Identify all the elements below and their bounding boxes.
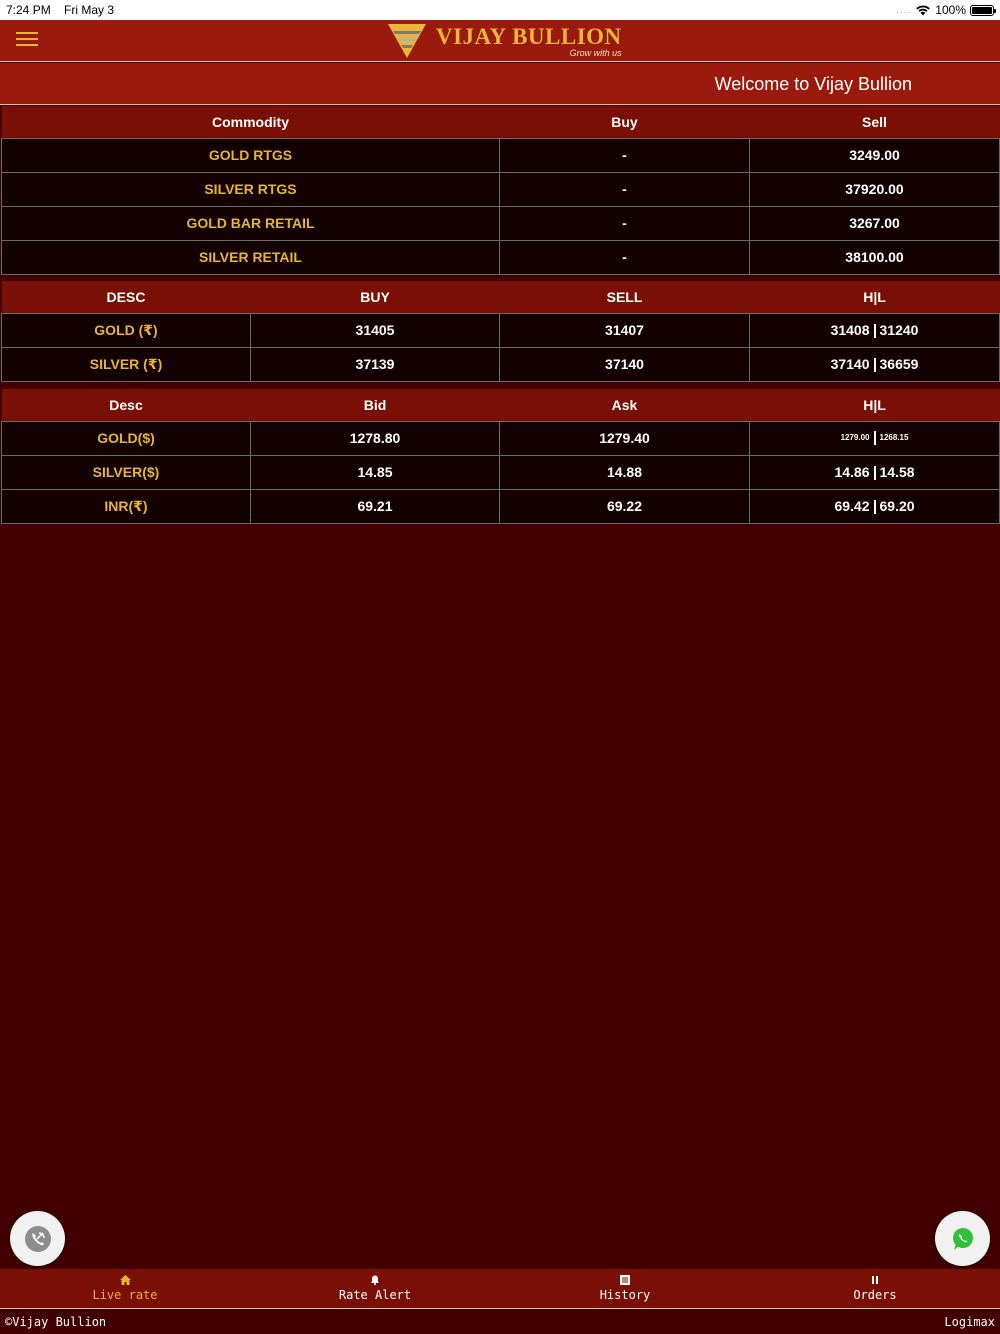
logo-name: VIJAY BULLION <box>436 23 622 49</box>
high-value: 69.42 <box>834 497 870 514</box>
ask-value: 1279.40 <box>500 421 750 455</box>
buy-value: - <box>500 138 750 172</box>
battery-icon <box>970 5 994 16</box>
table-row <box>2 489 1000 523</box>
buy-value: 31405 <box>251 313 500 347</box>
commodity-name: GOLD BAR RETAIL <box>2 206 500 240</box>
footer-credit: Logimax <box>944 1314 995 1329</box>
tab-label: Orders <box>853 1288 897 1302</box>
table-row <box>2 206 1000 240</box>
bid-value: 1278.80 <box>251 421 500 455</box>
low-value: 69.20 <box>879 497 915 514</box>
high-low <box>750 421 1000 455</box>
footer <box>0 1308 1000 1334</box>
column-header: Desc <box>2 389 251 421</box>
high-value: 37140 <box>830 355 870 372</box>
high-low <box>750 313 1000 347</box>
table-header-row <box>2 106 1000 138</box>
tab-label: Rate Alert <box>338 1288 412 1302</box>
logo-tagline: Grow with us <box>569 47 622 58</box>
sell-value: 3267.00 <box>750 206 1000 240</box>
list-icon <box>620 1275 630 1285</box>
table-row <box>2 240 1000 274</box>
commodity-name: SILVER RTGS <box>2 172 500 206</box>
welcome-text: Welcome to Vijay Bullion <box>714 74 912 94</box>
column-header: H|L <box>750 281 1000 313</box>
international-rate-table <box>1 389 1000 524</box>
table-header-row <box>2 281 1000 313</box>
battery-percent: 100% <box>935 3 966 17</box>
column-header: DESC <box>2 281 251 313</box>
tab-orders[interactable] <box>750 1269 1000 1308</box>
desc-name: GOLD($) <box>2 421 251 455</box>
commodity-table <box>1 106 1000 275</box>
tab-live-rate[interactable] <box>0 1269 250 1308</box>
high-value: 14.86 <box>834 463 870 480</box>
logo <box>386 20 622 62</box>
table-row <box>2 455 1000 489</box>
bell-icon <box>370 1275 380 1285</box>
inr-rate-table <box>1 281 1000 382</box>
table-row <box>2 421 1000 455</box>
status-bar <box>0 0 1000 20</box>
sell-value: 38100.00 <box>750 240 1000 274</box>
table-header-row <box>2 389 1000 421</box>
status-left <box>6 3 124 17</box>
desc-name: SILVER (₹) <box>2 347 251 381</box>
low-value: 36659 <box>879 355 919 372</box>
low-value: 1268.15 <box>879 433 909 443</box>
table-row <box>2 347 1000 381</box>
ask-value: 14.88 <box>500 455 750 489</box>
bid-value: 14.85 <box>251 455 500 489</box>
column-header: BUY <box>251 281 500 313</box>
hamburger-line <box>16 44 38 46</box>
logo-text <box>436 25 622 58</box>
high-low <box>750 347 1000 381</box>
ask-value: 69.22 <box>500 489 750 523</box>
status-date: Fri May 3 <box>64 3 115 17</box>
footer-copyright: ©Vijay Bullion <box>5 1314 107 1329</box>
sell-value: 37920.00 <box>750 172 1000 206</box>
bid-value: 69.21 <box>251 489 500 523</box>
high-value: 1279.00 <box>840 433 870 443</box>
bottom-tab-bar <box>0 1269 1000 1308</box>
sell-value: 37140 <box>500 347 750 381</box>
column-header: Ask <box>500 389 750 421</box>
tab-history[interactable] <box>500 1269 750 1308</box>
app-header <box>0 20 1000 62</box>
buy-value: - <box>500 172 750 206</box>
signal-icon: .... <box>896 4 912 16</box>
hamburger-menu-icon <box>16 32 38 34</box>
buy-value: - <box>500 240 750 274</box>
high-low <box>750 489 1000 523</box>
home-icon <box>120 1275 131 1285</box>
status-right <box>896 3 994 17</box>
tab-label: History <box>599 1288 651 1302</box>
column-header: H|L <box>750 389 1000 421</box>
status-time: 7:24 PM <box>6 3 51 17</box>
low-value: 14.58 <box>879 463 915 480</box>
column-header: Buy <box>500 106 750 138</box>
desc-name: SILVER($) <box>2 455 251 489</box>
sell-value: 31407 <box>500 313 750 347</box>
whatsapp-button[interactable] <box>935 1211 990 1266</box>
column-header: SELL <box>500 281 750 313</box>
desc-name: GOLD (₹) <box>2 313 251 347</box>
tab-rate-alert[interactable] <box>250 1269 500 1308</box>
buy-value: - <box>500 206 750 240</box>
desc-name: INR(₹) <box>2 489 251 523</box>
high-value: 31408 <box>830 321 870 338</box>
wifi-icon <box>915 4 931 16</box>
menu-button[interactable] <box>16 32 38 50</box>
phone-icon <box>24 1225 52 1253</box>
low-value: 31240 <box>879 321 919 338</box>
table-row <box>2 313 1000 347</box>
whatsapp-icon <box>950 1226 976 1252</box>
commodity-name: GOLD RTGS <box>2 138 500 172</box>
tab-label: Live rate <box>92 1288 158 1302</box>
commodity-name: SILVER RETAIL <box>2 240 500 274</box>
welcome-bar <box>0 63 1000 105</box>
column-header: Commodity <box>2 106 500 138</box>
call-button[interactable] <box>10 1211 65 1266</box>
sell-value: 3249.00 <box>750 138 1000 172</box>
high-low <box>750 455 1000 489</box>
logo-v-icon <box>386 22 428 60</box>
table-row <box>2 172 1000 206</box>
column-header: Bid <box>251 389 500 421</box>
hamburger-line <box>16 38 38 40</box>
table-row <box>2 138 1000 172</box>
column-header: Sell <box>750 106 1000 138</box>
buy-value: 37139 <box>251 347 500 381</box>
pause-icon <box>870 1275 880 1285</box>
